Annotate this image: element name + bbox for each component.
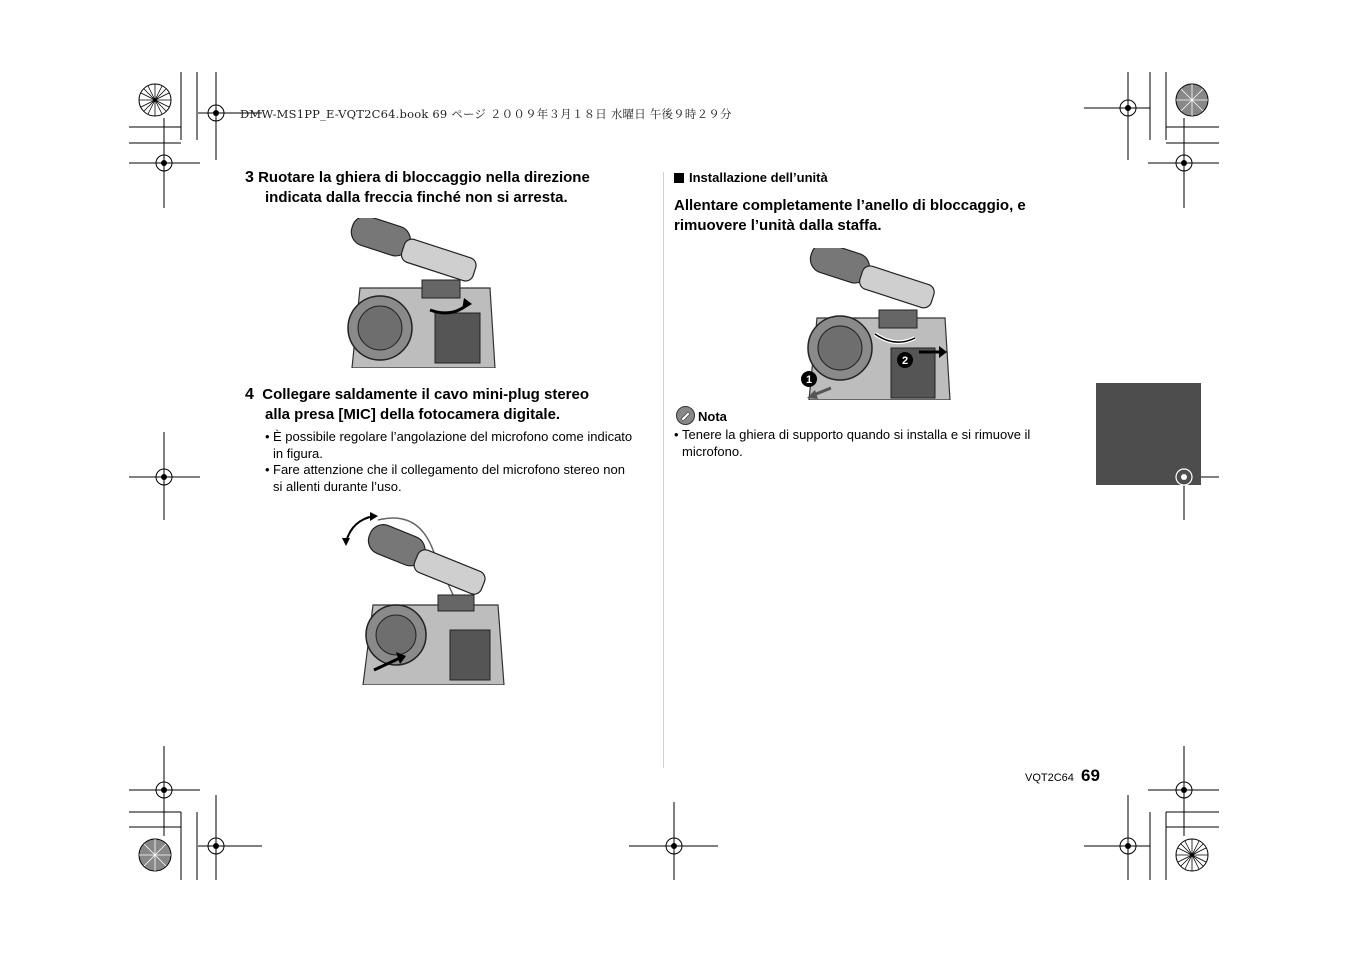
step-3-line1: Ruotare la ghiera di bloccaggio nella direzione [258,169,590,186]
step-3-line2: indicata dalla freccia finché non si arresta. [265,189,568,206]
note-header [676,406,727,426]
step-3-number: 3 [245,169,254,186]
note-line2: microfono. [682,444,743,459]
page-number: 69 [1081,766,1100,785]
step-4-bullet-1 [265,428,660,462]
bullet-2-line2: si allenti durante l’uso. [273,479,402,494]
step-4-line2: alla presa [MIC] della fotocamera digitale. [265,406,561,423]
removal-instruction-line2: rimuovere l’unità dalla staffa. [674,217,882,234]
step-4-heading [245,385,655,425]
step-4-bullet-2 [265,461,660,495]
removal-instruction-line1: Allentare completamente l’anello di bloccaggio, e [674,197,1026,214]
note-bullet [674,426,1074,460]
step-4-number: 4 [245,386,254,403]
bullet-dot: • [265,462,270,477]
note-title: Nota [698,409,727,424]
bullet-1-line1: È possibile regolare l’angolazione del microfono come indicato [273,429,633,444]
removal-instruction [674,196,1084,236]
section-title [674,170,828,185]
square-bullet-icon [674,173,684,183]
bullet-dot: • [674,427,679,442]
illustration-remove-unit [795,248,955,400]
note-pencil-icon [676,406,695,425]
print-header: DMW-MS1PP_E-VQT2C64.book 69 ページ ２００９年３月１８日 水曜日 午後９時２９分 [240,107,732,121]
marker-2: 2 [901,355,909,367]
section-title-text: Installazione dell’unità [689,170,828,185]
bullet-1-line2: in figura. [273,446,323,461]
bullet-dot: • [265,429,270,444]
bullet-2-line1: Fare attenzione che il collegamento del microfono stereo non [273,462,625,477]
illustration-rotate-ring [340,218,500,368]
marker-1: 1 [805,374,813,386]
tab-registration-mark [1170,463,1198,491]
column-divider [663,172,664,768]
document-code: VQT2C64 [1025,772,1074,784]
step-4-line1: Collegare saldamente il cavo mini-plug stereo [262,386,590,403]
step-3-heading [245,168,655,208]
illustration-connect-cable [338,510,510,685]
note-line1: Tenere la ghiera di supporto quando si installa e si rimuove il [682,427,1031,442]
